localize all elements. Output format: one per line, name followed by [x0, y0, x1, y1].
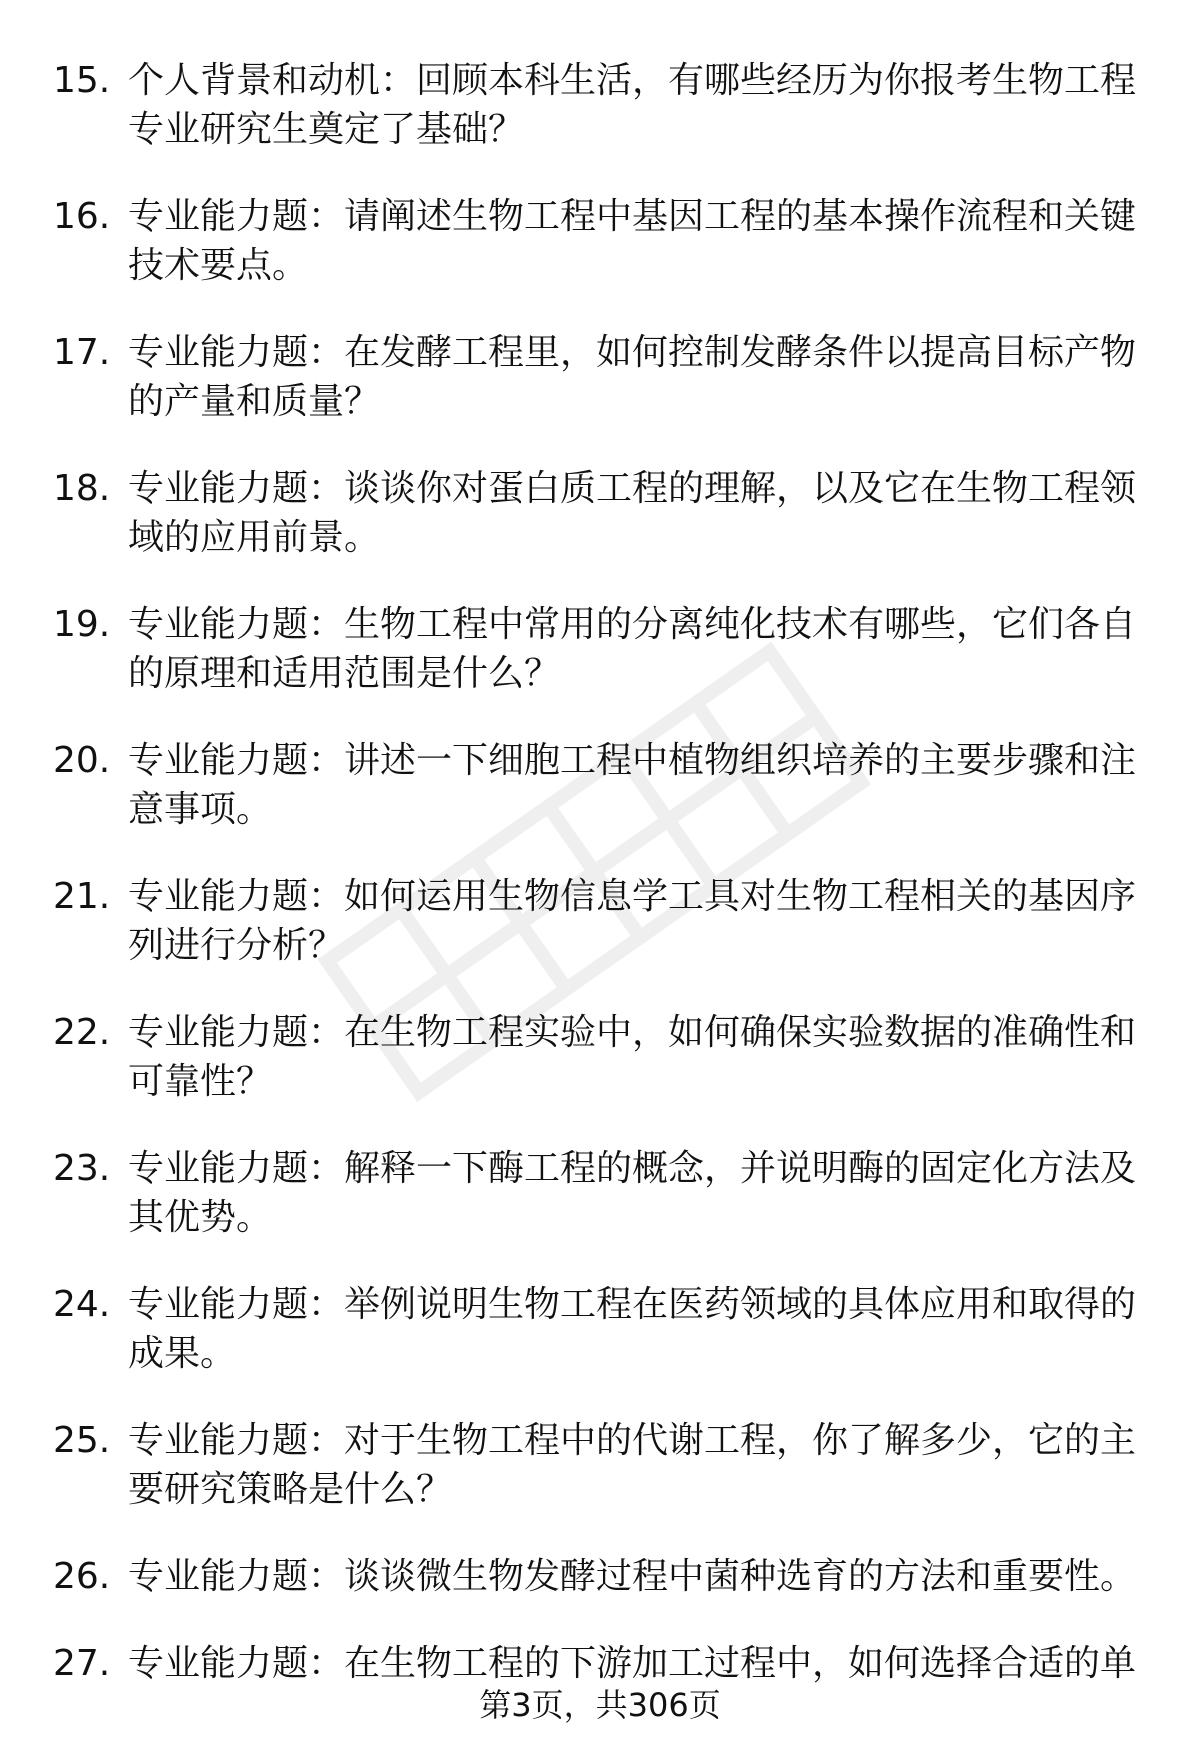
question-text: 专业能力题：谈谈你对蛋白质工程的理解，以及它在生物工程领域的应用前景。 [128, 468, 1137, 558]
question-item [0, 1552, 1200, 1601]
question-item [0, 1280, 1200, 1378]
question-item [0, 1416, 1200, 1514]
question-text: 专业能力题：对于生物工程中的代谢工程，你了解多少，它的主要研究策略是什么？ [128, 1420, 1137, 1510]
question-number: 20. [53, 740, 111, 781]
question-text: 专业能力题：如何运用生物信息学工具对生物工程相关的基因序列进行分析？ [128, 876, 1137, 966]
question-item [0, 736, 1200, 834]
question-number: 16. [53, 196, 111, 237]
question-number: 19. [53, 604, 111, 645]
question-item [0, 192, 1200, 290]
question-text: 专业能力题：举例说明生物工程在医药领域的具体应用和取得的成果。 [128, 1284, 1137, 1374]
question-item [0, 56, 1200, 154]
question-number: 25. [53, 1420, 111, 1461]
question-text: 专业能力题：请阐述生物工程中基因工程的基本操作流程和关键技术要点。 [128, 196, 1137, 286]
question-number: 26. [53, 1556, 111, 1597]
question-text: 专业能力题：谈谈微生物发酵过程中菌种选育的方法和重要性。 [128, 1556, 1137, 1597]
question-text: 专业能力题：生物工程中常用的分离纯化技术有哪些，它们各自的原理和适用范围是什么？ [128, 604, 1137, 694]
question-text: 专业能力题：讲述一下细胞工程中植物组织培养的主要步骤和注意事项。 [128, 740, 1137, 830]
question-item [0, 872, 1200, 970]
question-list [0, 56, 1200, 1726]
question-text: 专业能力题：在生物工程的下游加工过程中，如何选择合适的单 [128, 1643, 1137, 1684]
question-number: 23. [53, 1148, 111, 1189]
question-number: 18. [53, 468, 111, 509]
question-number: 15. [53, 60, 111, 101]
question-item [0, 1144, 1200, 1242]
question-text: 个人背景和动机：回顾本科生活，有哪些经历为你报考生物工程专业研究生奠定了基础？ [128, 60, 1137, 150]
question-text: 专业能力题：解释一下酶工程的概念，并说明酶的固定化方法及其优势。 [128, 1148, 1137, 1238]
question-text: 专业能力题：在发酵工程里，如何控制发酵条件以提高目标产物的产量和质量？ [128, 332, 1137, 422]
question-number: 21. [53, 876, 111, 917]
question-number: 17. [53, 332, 111, 373]
question-item [0, 600, 1200, 698]
question-number: 22. [53, 1012, 111, 1053]
question-text: 专业能力题：在生物工程实验中，如何确保实验数据的准确性和可靠性？ [128, 1012, 1137, 1102]
question-item [0, 1008, 1200, 1106]
question-item [0, 328, 1200, 426]
question-item [0, 1639, 1200, 1688]
question-item [0, 464, 1200, 562]
question-number: 27. [53, 1643, 111, 1684]
page-number-footer: 第3页，共306页 [479, 1686, 721, 1724]
question-number: 24. [53, 1284, 111, 1325]
